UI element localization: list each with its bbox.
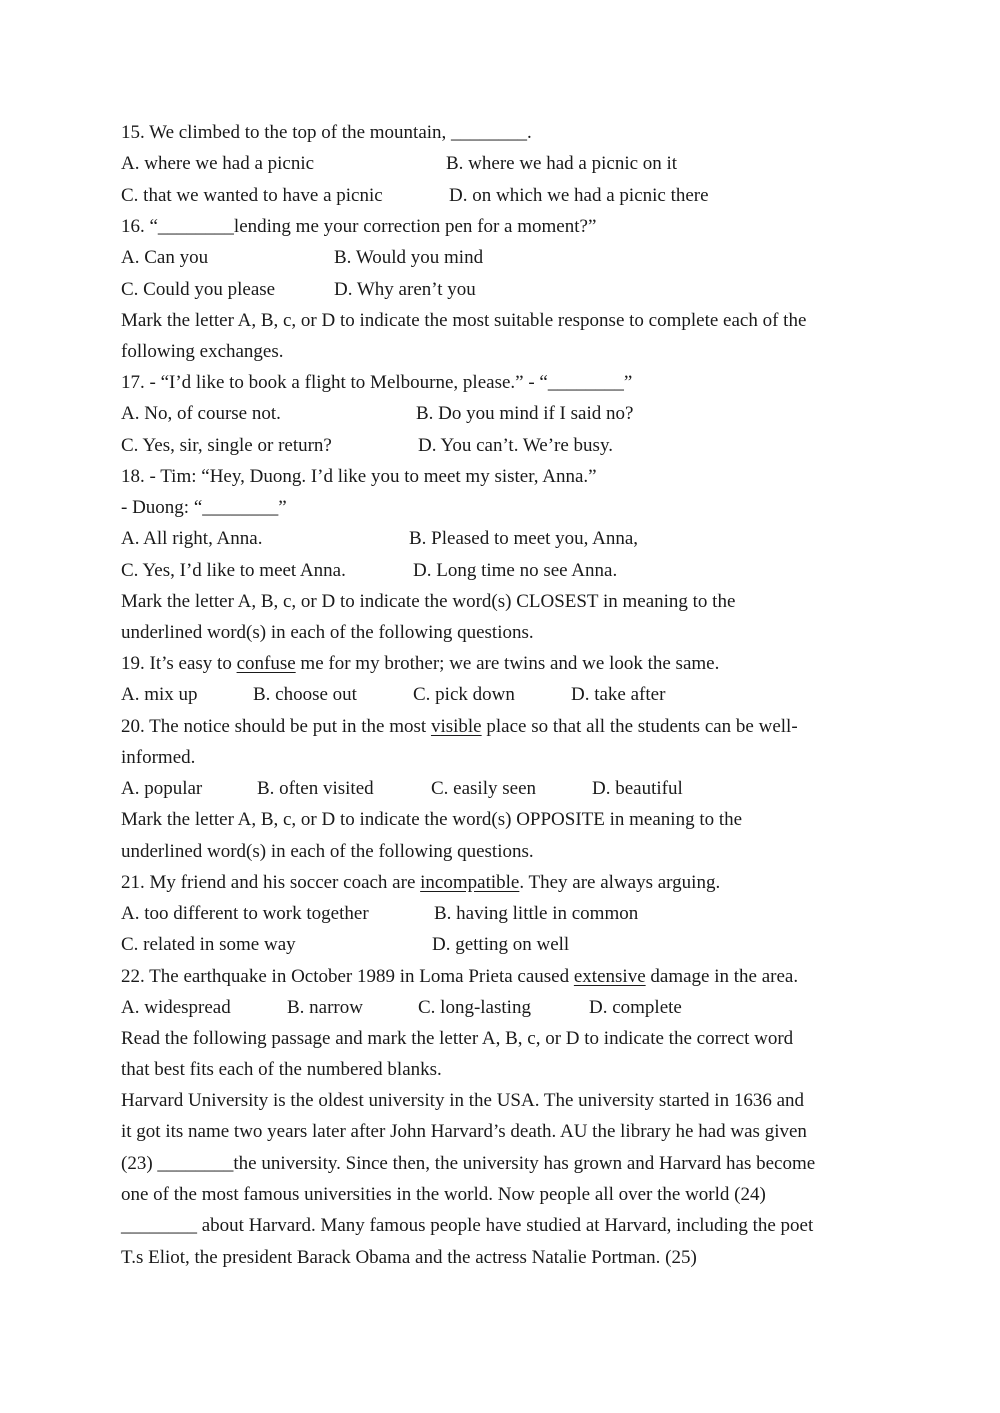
q19-underlined-word: confuse (236, 653, 296, 674)
q18-option-a: A. All right, Anna. (121, 528, 263, 549)
q22-stem-post: damage in the area. (645, 966, 799, 987)
q17-option-b: B. Do you mind if I said no? (416, 403, 634, 424)
q18-option-c: C. Yes, I’d like to meet Anna. (121, 560, 346, 581)
q21-stem-pre: 21. My friend and his soccer coach are (121, 872, 421, 893)
passage-line-4: one of the most famous universities in the world. Now people all over the world (24) (121, 1184, 766, 1205)
q20-underlined-word: visible (430, 716, 482, 737)
q21-option-c: C. related in some way (121, 934, 296, 955)
q22-option-b: B. narrow (287, 997, 363, 1018)
passage-line-5: ________ about Harvard. Many famous people have studied at Harvard, including the poet (121, 1215, 814, 1236)
passage-line-3: (23) ________the university. Since then, the university has grown and Harvard has become (121, 1153, 816, 1174)
q16-stem: 16. “________lending me your correction pen for a moment?” (121, 216, 597, 237)
q19-option-c: C. pick down (413, 684, 515, 705)
q15-stem: 15. We climbed to the top of the mountain, ________. (121, 122, 532, 143)
q18-option-b: B. Pleased to meet you, Anna, (409, 528, 639, 549)
q19-stem-pre: 19. It’s easy to (121, 653, 237, 674)
instruction-closest-line2: underlined word(s) in each of the following questions. (121, 622, 534, 643)
instruction-passage-line1: Read the following passage and mark the letter A, B, c, or D to indicate the correct word (121, 1028, 794, 1049)
q19-stem (121, 652, 719, 676)
q21-option-a: A. too different to work together (121, 903, 369, 924)
instruction-responses-line1: Mark the letter A, B, c, or D to indicate the most suitable response to complete each of the (121, 310, 807, 331)
q20-stem-pre: 20. The notice should be put in the most (121, 716, 431, 737)
q19-option-d: D. take after (571, 684, 666, 705)
q15-option-a: A. where we had a picnic (121, 153, 315, 174)
q15-option-b: B. where we had a picnic on it (446, 153, 678, 174)
q18-stem: 18. - Tim: “Hey, Duong. I’d like you to meet my sister, Anna.” (121, 466, 597, 487)
q20-option-c: C. easily seen (431, 778, 537, 799)
passage-line-2: it got its name two years later after John Harvard’s death. AU the library he had was given (121, 1121, 807, 1142)
q21-option-d: D. getting on well (432, 934, 570, 955)
q18-option-d: D. Long time no see Anna. (413, 560, 618, 581)
q15-option-c: C. that we wanted to have a picnic (121, 185, 383, 206)
instruction-passage-line2: that best fits each of the numbered blanks. (121, 1059, 442, 1080)
q20-stem (121, 715, 798, 739)
q22-stem (121, 965, 798, 989)
q17-option-c: C. Yes, sir, single or return? (121, 435, 332, 456)
q22-stem-pre: 22. The earthquake in October 1989 in Loma Prieta caused (121, 966, 574, 987)
q16-option-d: D. Why aren’t you (334, 279, 476, 300)
q17-stem: 17. - “I’d like to book a flight to Melbourne, please.” - “________” (121, 372, 633, 393)
q20-option-d: D. beautiful (592, 778, 683, 799)
instruction-opposite-line2: underlined word(s) in each of the following questions. (121, 841, 534, 862)
q22-option-c: C. long-lasting (418, 997, 531, 1018)
q16-option-a: A. Can you (121, 247, 209, 268)
q16-option-c: C. Could you please (121, 279, 276, 300)
q21-underlined-word: incompatible (420, 872, 520, 893)
q17-option-d: D. You can’t. We’re busy. (418, 435, 613, 456)
q21-option-b: B. having little in common (434, 903, 639, 924)
q22-option-a: A. widespread (121, 997, 231, 1018)
q20-stem-continued: informed. (121, 747, 196, 768)
passage-line-1: Harvard University is the oldest university in the USA. The university started in 1636 and (121, 1090, 805, 1111)
instruction-closest-line1: Mark the letter A, B, c, or D to indicate the word(s) CLOSEST in meaning to the (121, 591, 736, 612)
q19-stem-post: me for my brother; we are twins and we look the same. (295, 653, 720, 674)
q19-option-a: A. mix up (121, 684, 198, 705)
instruction-opposite-line1: Mark the letter A, B, c, or D to indicate the word(s) OPPOSITE in meaning to the (121, 809, 743, 830)
q17-option-a: A. No, of course not. (121, 403, 281, 424)
q22-option-d: D. complete (589, 997, 682, 1018)
instruction-responses-line2: following exchanges. (121, 341, 284, 362)
q15-option-d: D. on which we had a picnic there (449, 185, 709, 206)
q22-underlined-word: extensive (573, 966, 646, 987)
q20-option-b: B. often visited (257, 778, 374, 799)
q18-stem-duong: - Duong: “________” (121, 497, 287, 518)
q16-option-b: B. Would you mind (334, 247, 484, 268)
passage-line-6: T.s Eliot, the president Barack Obama and the actress Natalie Portman. (25) (121, 1247, 697, 1268)
q21-stem (121, 871, 720, 895)
q20-stem-post: place so that all the students can be well- (481, 716, 798, 737)
q21-stem-post: . They are always arguing. (519, 872, 721, 893)
q19-option-b: B. choose out (253, 684, 357, 705)
q20-option-a: A. popular (121, 778, 203, 799)
